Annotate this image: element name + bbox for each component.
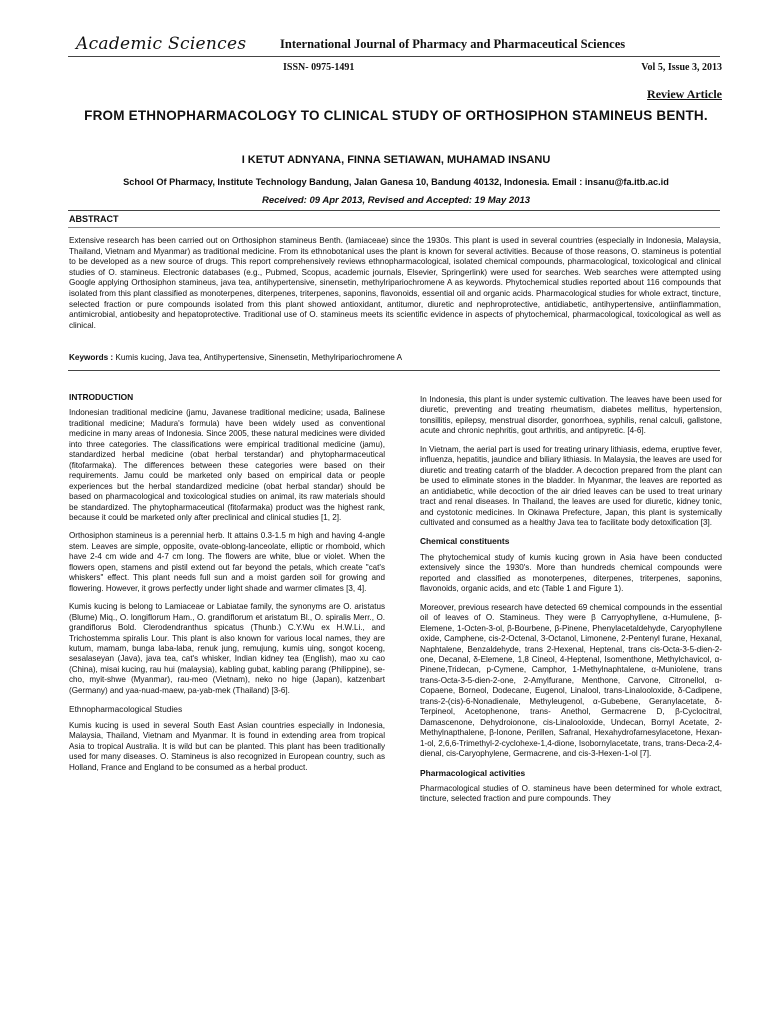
header-divider bbox=[68, 56, 720, 57]
abstract-heading-rule bbox=[68, 227, 720, 228]
pharmacological-activities-heading: Pharmacological activities bbox=[420, 767, 526, 778]
paragraph: Kumis kucing is belong to Lamiaceae or Labiatae family, the synonyms are O. aristatus (Blume) Miq., O. longiflorum Ham., O. grandiflorum et aristatum Bl., O. spiralis Merr., O. grandiflorus Bold. Clerodendranthus spicatus (Thunb.) C.Y.Wu ex H.W.Li., and Trichostemma spiralis Lour. This plant is also known for various local names, they are kutum, mamam, bunga laba-laba, renuk jung, remujung, kumis uing, songot koceng, sesalaseyan (Java), java tea, cat's whisker, Indian kidney tea (English), mao xu cao (China), misai kucing, rau hui (malaysia), kabling gubat, kabling parang (Philippine), se-cho, myit-shwe (Myanmar), rau-meo (Vietnam), neko no hige (Japan), katzenbart (Germany) and yaa-nuad-maew, pa-yab-mek (Thailand) [3-6]. bbox=[69, 602, 385, 695]
introduction-heading: INTRODUCTION bbox=[69, 392, 134, 402]
keywords-list: Kumis kucing, Java tea, Antihypertensive, Sinensetin, Methylripariochromene A bbox=[115, 353, 403, 362]
authors: I KETUT ADNYANA, FINNA SETIAWAN, MUHAMAD INSANU bbox=[241, 154, 551, 166]
paragraph: In Indonesia, this plant is under systemic cultivation. The leaves have been used for diuretic, preventing and treating rheumatism, diabetes mellitus, hypertension, tonsillitis, epilepsy, menstrual disorder, gonorrhoea, syphilis, renal calculi, gallstone, acute and chronic nephritis, gout arthritis, and antipyretic. [4-6]. bbox=[420, 395, 722, 436]
keywords bbox=[69, 353, 721, 362]
paragraph: Moreover, previous research have detected 69 chemical compounds in the essential oil of leaves of O. Stamineus. They were β Carryophyllene, α-Humulene, β-Elemene, 1-Octen-3-ol, β-Bourbene, β-Pinene, Phenylacetaldehyde, Caryophyllene oxide, Camphene, cis-2-Octenal, 3-Octanol, Limonene, 2-Pentenyl furane, Hexanal, Naphtalene, Benzaldehyde, trans 2-Hexenal, Heptenal, trans cis-Octa-3-5-dien-2-one, Decanal, δ-Elemene, 1,8 Cineol, 4-Heptenal, Isomenthone, Methylchavicol, α-Pinene,Tridecan, p-Cymene, Camphor, 1-Methylnaphtalene, α-Muniolene, trans trans-Octa-3-5-dien-2-one, 2-Amylfurane, Menthone, Carvone, Citronellol, α-Copaene, Borneol, Dodecane, Eugenol, Linalool, trans-Linalooloxide, δ-Cadipene, trans-2-(cis)-6-Nonadienale, Methyleugenol, α-Gubebene, Geranylacetate, δ-Terpineol, Acetophenone, trans- Anethol, Germacrene D, β-Cyclocitral, Damascenone, Dehydroionone, cis-Linalooloxide, Undecan, Bornyl Acetate, 2-Methylnapthalene, β-Ionone, Perillen, Safranal, Hexahydrofarnesylacetone, Hexan-1-ol, 2,6,6-Trimethyl-2-cyclohexe-1,4-dione, Isobornylacetate, trans, trans-Deca-2,4-dienal, cis-Caryophylene, Germacrene, and cis-3-Hexen-1-ol [7]. bbox=[420, 602, 722, 759]
article-type: Review Article bbox=[647, 87, 722, 101]
paragraph: Kumis kucing is used in several South East Asian countries especially in Indonesia, Malaysia, Thailand, Vietnam and Myanmar. It is found in extending area from tropical Asia to tropical Australia. It is wild but can be planted. This plant has been traditionally used for many diseases. O. Stamineus is also recognized in European country, such as Holland, France and England to be consumed as a herbal product. bbox=[69, 720, 385, 772]
paragraph: Orthosiphon stamineus is a perennial herb. It attains 0.3-1.5 m high and having 4-angle stem. Leaves are simple, opposite, ovate-oblong-lanceolate, elliptic or rhomboid, which have 2-4 cm wide and 4-7 cm long. The flowers are white, blue or violet. When the flowers open, stamens and pistil extend out far beyond the petals, which create "cat's whiskers" effect. This plant needs full sun and a moist garden soil for growing and flowering. However, it grows perfectly under light shade and warmer climates [3, 4]. bbox=[69, 531, 385, 593]
paragraph: Pharmacological studies of O. stamineus have been determined for whole extract, tincture, selected fraction and pure compounds. They bbox=[420, 783, 722, 804]
publisher-logo: Academic Sciences bbox=[76, 34, 247, 54]
abstract-bottom-rule bbox=[68, 370, 720, 371]
paragraph: Indonesian traditional medicine (jamu, Javanese traditional medicine; usada, Balinese traditional medicine; Madura's formula) have been widely used as conventional medicine in many areas of Indonesia. Since 2005, these natural medicines were divided into three categories. The classifications were empirical traditional medicine (jamu), standardized herbal medicine (obat herbal terstandar) and phytopharmaceutical (fitofarmaka). The differences between these categories were based on their requirements. Jamu could be marketed only based on empirical data or people experiences but the herbal standardized medicine (obat herbal standar) should be based on pharmacological and toxicological studies on animal, its raw materials should be standardized. The phytopharmaceutical (fitofarmaka) product was the highest rank, because it could be marketed only after preclinical and clinical studies [1, 2]. bbox=[69, 408, 385, 522]
left-column bbox=[69, 392, 385, 781]
article-title: FROM ETHNOPHARMACOLOGY TO CLINICAL STUDY OF ORTHOSIPHON STAMINEUS BENTH. bbox=[84, 108, 708, 123]
abstract-text: Extensive research has been carried out on Orthosiphon stamineus Benth. (lamiaceae) since the 1930s. This plant is used in several countries (especially in Indonesia, Malaysia, Thailand, Vietnam and Myanmar) as traditional medicine. From its ethnobotanical uses the plant is known for several activities. Because of those reasons, O. stamineus is potential to be developed as a new source of drugs. This report comprehensively reviews ethnopharmacological, isolated chemical compounds, pharmacological, toxicological and clinical studies of O. stamineus. Electronic databases (e.g., Pubmed, Scopus, academic journals, Elsevier, Springerlink) were used for searches. Web searches were attempted using Google applying Orthosiphon stamineus, java tea, antihypertensive, sinensetin, methylripariochromene A as keywords. Phytochemical studies reported about 116 compounds that isolated from this plant classified as monoterpenes, diterpenes, triterpenes, saponins, flavonoids, essential oil and organic acids. Pharmacological studies for whole extract, tincture, selected fraction or pure compounds isolated from this plant showed antioxidant, antitumor, diuretic and nephroprotective, antidiabetic, antihypertensive, antiinflammation, antimicrobial, antiobesity and hepatoprotective. Traditional use of O. stamineus meets its scientific evidence in aspects of phytochemical, pharmacological, toxicological as well as clinical. bbox=[69, 236, 721, 330]
paragraph: In Vietnam, the aerial part is used for treating urinary lithiasis, edema, eruptive fever, influenza, hepatitis, jaundice and biliary lithiasis. In Malaysia, the leaves are used for diuretic and treating catarrh of the bladder. A decoction prepared from the plant can be used to eliminate stones in the bladder. In Myanmar, the leaves are reported as an antidiabetic, while decoction of the air dried leaves can be used to treat urinary tract and renal diseases. In Thailand, the leaves are used for diuretic, kidney tonic, and cystotonic medicines. In Okinawa Prefecture, Japan, this plant is systemically cultivated and consumed as a healthy Java tea to facilitate body detoxification [3]. bbox=[420, 444, 722, 527]
journal-name: International Journal of Pharmacy and Pharmaceutical Sciences bbox=[280, 37, 626, 51]
volume-issue: Vol 5, Issue 3, 2013 bbox=[641, 62, 722, 73]
issn: ISSN- 0975-1491 bbox=[283, 62, 355, 73]
ethnopharmacological-heading: Ethnopharmacological Studies bbox=[69, 704, 183, 715]
right-column bbox=[420, 395, 722, 813]
abstract-top-rule bbox=[68, 210, 720, 211]
abstract-heading: ABSTRACT bbox=[69, 214, 119, 224]
chemical-constituents-heading: Chemical constituents bbox=[420, 536, 510, 547]
paragraph: The phytochemical study of kumis kucing grown in Asia have been conducted extensively since the 1930's. More than hundreds chemical compounds were reported and classified as monoterpenes, diterpenes, triterpenes, saponins, flavonoids, organic acids, and etc (Table 1 and Figure 1). bbox=[420, 552, 722, 594]
affiliation: School Of Pharmacy, Institute Technology Bandung, Jalan Ganesa 10, Bandung 40132, Indonesia. Email : insanu@fa.itb.ac.id bbox=[123, 177, 669, 187]
keywords-label: Keywords : bbox=[69, 353, 114, 362]
received-dates: Received: 09 Apr 2013, Revised and Accepted: 19 May 2013 bbox=[261, 195, 531, 206]
